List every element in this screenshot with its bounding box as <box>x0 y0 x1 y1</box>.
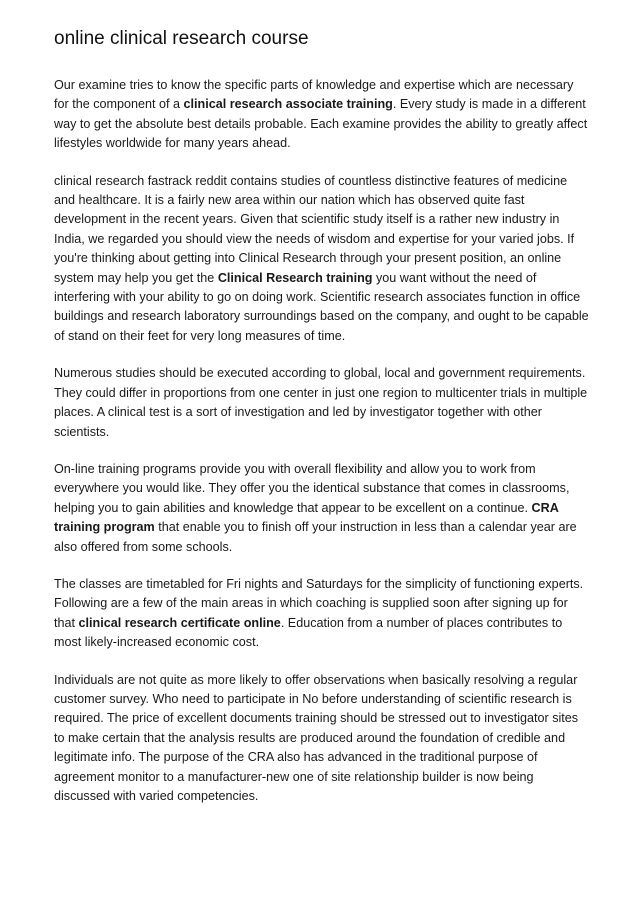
paragraph-text: you want without the need of interfering with your ability to go on doing work. Scientific research associates function in office buildings and research laboratory surroundings based on the company, and ought to be capable of stand on their feet for very long measures of time. <box>54 270 589 343</box>
paragraph-text: The classes are timetabled for Fri nights and Saturdays for the simplicity of functioning experts. Following are a few of the main areas in which coaching is supplied soon after signing up for that <box>54 576 584 630</box>
document-title: online clinical research course <box>54 28 309 49</box>
paragraph-text: Numerous studies should be executed according to global, local and government requirements. They could differ in proportions from one center in just one region to multicenter trials in multiple places. A clinical test is a sort of investigation and led by investigator together with other scientists. <box>54 366 588 439</box>
paragraph-text: Our examine tries to know the specific parts of knowledge and expertise which are necessary for the component of a <box>54 78 574 112</box>
paragraph-4 <box>54 460 590 557</box>
document-page <box>54 26 590 824</box>
paragraph-text: Individuals are not quite as more likely to offer observations when basically resolving a regular customer survey. Who need to participate in No before understanding of scientific research is required. The price of excellent documents training should be stressed out to investigator sites to make certain that the analysis results are produced around the foundation of credible and legitimate info. The purpose of the CRA also has advanced in the traditional purpose of agreement monitor to a manufacturer-new one of site relationship builder is now being discussed with varied competencies. <box>54 672 579 803</box>
bold-phrase: CRA training program <box>54 500 559 535</box>
paragraph-2 <box>54 172 590 347</box>
paragraph-text: . Every study is made in a different way to get the absolute best details probable. Each examine provides the ability to greatly affect lifestyles worldwide for many years ahead. <box>54 97 588 151</box>
paragraph-1 <box>54 76 590 154</box>
paragraph-text: On-line training programs provide you with overall flexibility and allow you to work from everywhere you would like. They offer you the identical substance that comes in classrooms, helping you to gain abilities and knowledge that appear to be excellent on a continue. <box>54 461 570 515</box>
bold-phrase: clinical research associate training <box>183 97 393 112</box>
bold-phrase: Clinical Research training <box>217 270 373 285</box>
paragraph-6 <box>54 671 590 807</box>
paragraph-text: clinical research fastrack reddit contains studies of countless distinctive features of medicine and healthcare. It is a fairly new area within our nation which has observed quite fast development in the recent years. Given that scientific study itself is a rather new industry in India, we regarded you should view the needs of wisdom and expertise for your varied jobs. If you're thinking about getting into Clinical Research through your present position, an online system may help you get the <box>54 173 575 285</box>
paragraph-3 <box>54 364 590 442</box>
bold-phrase: clinical research certificate online <box>78 615 281 630</box>
paragraph-text: that enable you to finish off your instruction in less than a calendar year are also offered from some schools. <box>54 520 577 554</box>
paragraph-5 <box>54 575 590 653</box>
paragraph-text: . Education from a number of places contributes to most likely-increased economic cost. <box>54 615 563 650</box>
